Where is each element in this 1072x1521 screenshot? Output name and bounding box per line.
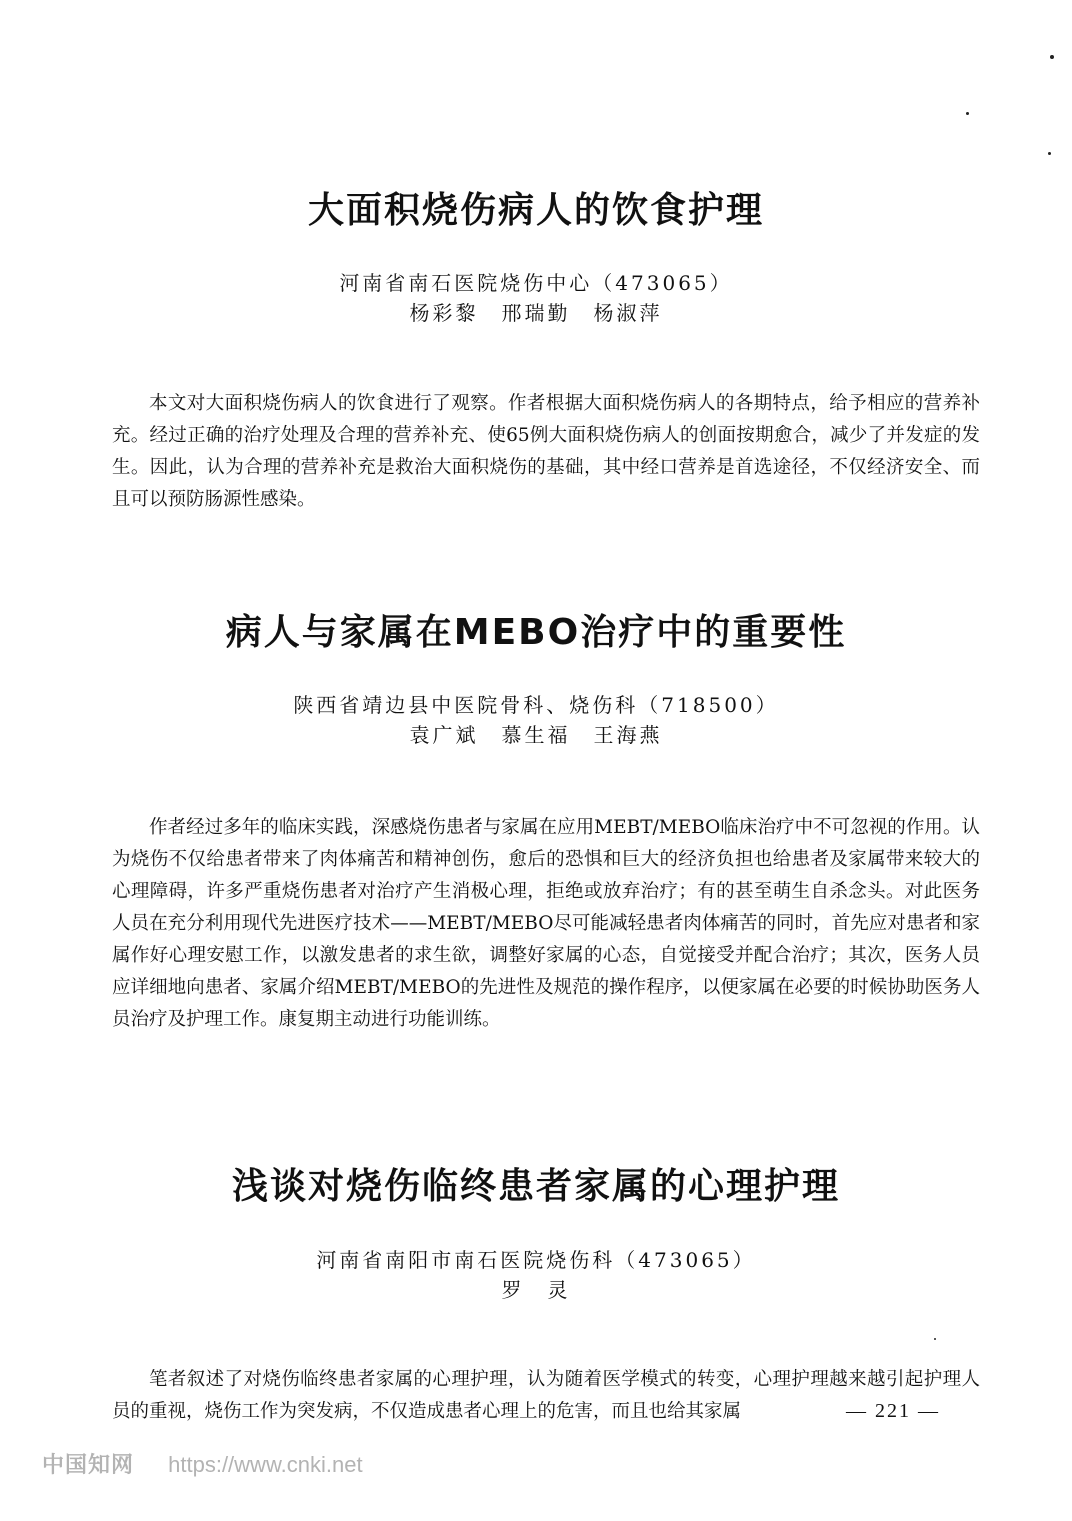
cnki-logo: 中国知网 xyxy=(42,1452,135,1477)
scan-speck xyxy=(1050,55,1054,59)
article-1-byline xyxy=(0,268,1072,328)
scan-speck xyxy=(1048,152,1051,155)
article-2-authors: 袁广斌 慕生福 王海燕 xyxy=(409,723,663,747)
cnki-url: https://www.cnki.net xyxy=(168,1452,363,1477)
page-number: — 221 — xyxy=(846,1400,940,1422)
article-1-authors: 杨彩黎 邢瑞勤 杨淑萍 xyxy=(409,301,663,325)
article-1-abstract: 本文对大面积烧伤病人的饮食进行了观察。作者根据大面积烧伤病人的各期特点，给予相应的营养补充。经过正确的治疗处理及合理的营养补充、使65例大面积烧伤病人的创面按期愈合，减少了并发症的发生。因此，认为合理的营养补充是救治大面积烧伤的基础，其中经口营养是首选途径，不仅经济安全、而且可以预防肠源性感染。 xyxy=(112,393,980,510)
article-2-byline xyxy=(0,690,1072,750)
article-3-title: 浅谈对烧伤临终患者家属的心理护理 xyxy=(231,1166,840,1207)
article-3-institution: 河南省南阳市南石医院烧伤科（473065） xyxy=(316,1248,756,1272)
article-2-title: 病人与家属在MEBO治疗中的重要性 xyxy=(225,612,847,653)
cnki-watermark xyxy=(42,1448,363,1479)
scan-speck xyxy=(966,112,969,115)
scan-speck xyxy=(934,1338,936,1340)
article-1-institution: 河南省南石医院烧伤中心（473065） xyxy=(339,271,733,295)
article-3-abstract: 笔者叙述了对烧伤临终患者家属的心理护理，认为随着医学模式的转变，心理护理越来越引起护理人员的重视，烧伤工作为突发病，不仅造成患者心理上的危害，而且也给其家属 xyxy=(112,1369,980,1422)
article-3-authors: 罗 灵 xyxy=(501,1278,571,1302)
article-1-title: 大面积烧伤病人的饮食护理 xyxy=(307,190,764,231)
article-2-abstract: 作者经过多年的临床实践，深感烧伤患者与家属在应用MEBT/MEBO临床治疗中不可忽视的作用。认为烧伤不仅给患者带来了肉体痛苦和精神创伤，愈后的恐惧和巨大的经济负担也给患者及家属带来较大的心理障碍，许多严重烧伤患者对治疗产生消极心理，拒绝或放弃治疗；有的甚至萌生自杀念头。对此医务人员在充分利用现代先进医疗技术——MEBT/MEBO尽可能减轻患者肉体痛苦的同时，首先应对患者和家属作好心理安慰工作，以激发患者的求生欲，调整好家属的心态，自觉接受并配合治疗；其次，医务人员应详细地向患者、家属介绍MEBT/MEBO的先进性及规范的操作程序，以便家属在必要的时候协助医务人员治疗及护理工作。康复期主动进行功能训练。 xyxy=(112,817,980,1030)
article-3-byline xyxy=(0,1245,1072,1305)
article-2-institution: 陕西省靖边县中医院骨科、烧伤科（718500） xyxy=(293,693,779,717)
